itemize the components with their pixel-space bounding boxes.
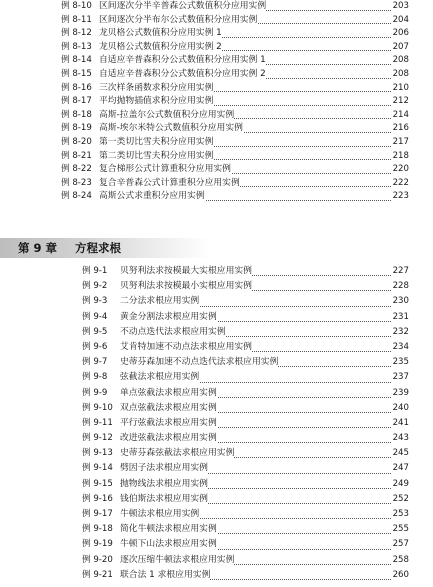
toc-entry[interactable]: [0, 177, 433, 191]
entry-title: 第二类切比雪夫积分应用实例: [99, 150, 213, 164]
entry-number: 例 8-13: [61, 41, 92, 52]
toc-entry[interactable]: [0, 401, 433, 416]
chapter-title: 方程求根: [75, 241, 121, 255]
toc-entry[interactable]: [0, 190, 433, 204]
toc-entry[interactable]: [0, 54, 433, 68]
entry-page: 214: [392, 109, 409, 123]
toc-entry[interactable]: [0, 446, 433, 461]
toc-entry[interactable]: [0, 294, 433, 309]
entry-number: 例 9-1: [82, 266, 108, 276]
toc-entry[interactable]: [0, 150, 433, 164]
entry-page: 241: [392, 416, 409, 431]
entry-page: 217: [392, 136, 409, 150]
toc-entry[interactable]: [0, 264, 433, 279]
entry-number: 例 9-19: [82, 539, 113, 550]
entry-number: 例 8-10: [61, 1, 92, 11]
entry-title: 龙贝格公式数值积分应用实例 1: [99, 27, 222, 41]
toc-entry[interactable]: [0, 370, 433, 385]
toc-entry[interactable]: [0, 136, 433, 150]
entry-number: 例 8-21: [61, 150, 92, 161]
entry-number: 例 8-16: [61, 82, 92, 93]
entry-title: 不动点迭代法求根应用实例: [120, 325, 226, 340]
entry-title: 平均抛物插值求积分应用实例: [99, 95, 213, 109]
entry-page: 257: [392, 537, 409, 552]
entry-page: 227: [392, 264, 409, 279]
entry-title: 贝努利法求按模最小实根应用实例: [120, 279, 252, 294]
toc-entry[interactable]: [0, 340, 433, 355]
entry-page: 260: [392, 568, 409, 583]
entry-title: 自适应辛普森积分公式数值积分应用实例 2: [99, 68, 266, 82]
entry-title: 牛顿下山法求根应用实例: [120, 537, 217, 552]
entry-page: 223: [392, 190, 409, 204]
entry-page: 203: [392, 0, 409, 14]
entry-number: 例 9-14: [82, 463, 113, 474]
entry-title: 史蒂芬森加速不动点迭代法求根应用实例: [120, 355, 278, 370]
toc-entry[interactable]: [0, 386, 433, 401]
toc-entry[interactable]: [0, 68, 433, 82]
entry-title: 龙贝格公式数值积分应用实例 2: [99, 41, 222, 55]
entry-page: 207: [392, 41, 409, 55]
entry-number: 例 8-23: [61, 177, 92, 188]
entry-title: 史蒂芬森弦截法求根应用实例: [120, 446, 234, 461]
entry-title: 复合梯形公式计算重积分应用实例: [99, 163, 231, 177]
toc-entry[interactable]: [0, 14, 433, 28]
entry-title: 双点弦截法求根应用实例: [120, 401, 217, 416]
entry-number: 例 8-15: [61, 68, 92, 79]
entry-number: 例 9-21: [82, 569, 113, 580]
entry-title: 艾肯特加速不动点法求根应用实例: [120, 340, 252, 355]
toc-entry[interactable]: [0, 27, 433, 41]
entry-title: 高斯-埃尔米特公式数值积分应用实例: [99, 122, 243, 136]
toc-entry[interactable]: [0, 109, 433, 123]
toc-entry[interactable]: [0, 163, 433, 177]
entry-number: 例 8-19: [61, 123, 92, 134]
entry-number: 例 9-20: [82, 554, 113, 565]
entry-page: 204: [392, 14, 409, 28]
entry-number: 例 8-24: [61, 191, 92, 202]
entry-page: 237: [392, 370, 409, 385]
entry-page: 253: [392, 507, 409, 522]
entry-title: 联合法 1 求根应用实例: [120, 568, 210, 583]
chapter-heading[interactable]: [0, 238, 433, 258]
toc-entry[interactable]: [0, 568, 433, 583]
entry-title: 二分法求根应用实例: [120, 294, 199, 309]
entry-number: 例 8-22: [61, 164, 92, 175]
toc-entry[interactable]: [0, 461, 433, 476]
entry-page: 247: [392, 461, 409, 476]
entry-page: 255: [392, 522, 409, 537]
toc-entry[interactable]: [0, 431, 433, 446]
entry-title: 三次样条函数求积分应用实例: [99, 82, 213, 96]
toc-entry[interactable]: [0, 492, 433, 507]
entry-title: 区间逐次分半辛普森公式数值积分应用实例: [99, 0, 266, 14]
toc-entry[interactable]: [0, 553, 433, 568]
entry-page: 230: [392, 294, 409, 309]
entry-number: 例 9-15: [82, 478, 113, 489]
entry-title: 单点弦截法求根应用实例: [120, 386, 217, 401]
entry-title: 平行弦截法求根应用实例: [120, 416, 217, 431]
toc-entry[interactable]: [0, 279, 433, 294]
toc-entry[interactable]: [0, 507, 433, 522]
entry-number: 例 9-7: [82, 357, 108, 368]
toc-entry[interactable]: [0, 122, 433, 136]
toc-entry[interactable]: [0, 95, 433, 109]
entry-title: 钱伯斯法求根应用实例: [120, 492, 208, 507]
entry-title: 贝努利法求按模最大实根应用实例: [120, 264, 252, 279]
chapter-number: 第 9 章: [18, 241, 58, 255]
toc-list-chapter-9: [0, 264, 433, 583]
entry-page: 245: [392, 446, 409, 461]
toc-entry[interactable]: [0, 355, 433, 370]
entry-title: 区间逐次分半布尔公式数值积分应用实例: [99, 14, 257, 28]
toc-entry[interactable]: [0, 325, 433, 340]
entry-title: 逐次压缩牛顿法求根应用实例: [120, 553, 234, 568]
entry-number: 例 9-11: [82, 417, 113, 428]
entry-number: 例 9-3: [82, 296, 108, 307]
entry-title: 黄金分割法求根应用实例: [120, 310, 217, 325]
entry-number: 例 9-6: [82, 341, 108, 352]
entry-title: 简化牛顿法求根应用实例: [120, 522, 217, 537]
entry-title: 高斯-拉盖尔公式数值积分应用实例: [99, 109, 234, 123]
toc-entry[interactable]: [0, 0, 433, 14]
entry-number: 例 8-14: [61, 55, 92, 66]
entry-number: 例 9-18: [82, 524, 113, 535]
entry-number: 例 9-10: [82, 402, 113, 413]
entry-page: 216: [392, 122, 409, 136]
toc-entry[interactable]: [0, 416, 433, 431]
entry-number: 例 9-17: [82, 509, 113, 519]
entry-page: 232: [392, 325, 409, 340]
entry-page: 220: [392, 163, 409, 177]
entry-page: 240: [392, 401, 409, 416]
entry-page: 212: [392, 95, 409, 109]
toc-entry[interactable]: [0, 537, 433, 552]
entry-page: 218: [392, 150, 409, 164]
entry-number: 例 9-12: [82, 433, 113, 444]
entry-number: 例 8-11: [61, 14, 92, 25]
entry-number: 例 8-20: [61, 136, 92, 147]
entry-page: 208: [392, 68, 409, 82]
entry-page: 239: [392, 386, 409, 401]
toc-list-chapter-8: [0, 0, 433, 204]
entry-number: 例 9-5: [82, 326, 108, 337]
entry-title: 劈因子法求根应用实例: [120, 461, 208, 476]
entry-page: 228: [392, 279, 409, 294]
entry-title: 自适应辛普森积分公式数值积分应用实例 1: [99, 54, 266, 68]
entry-number: 例 9-9: [82, 387, 108, 398]
entry-page: 235: [392, 355, 409, 370]
entry-page: 249: [392, 477, 409, 492]
entry-title: 复合辛普森公式计算重积分应用实例: [99, 177, 240, 191]
toc-entry[interactable]: [0, 41, 433, 55]
toc-entry[interactable]: [0, 310, 433, 325]
entry-page: 206: [392, 27, 409, 41]
entry-number: 例 9-8: [82, 372, 108, 383]
entry-title: 改进弦截法求根应用实例: [120, 431, 217, 446]
entry-page: 222: [392, 177, 409, 191]
toc-entry[interactable]: [0, 522, 433, 537]
entry-page: 231: [392, 310, 409, 325]
entry-title: 高斯公式求重积分应用实例: [99, 190, 205, 204]
toc-entry[interactable]: [0, 82, 433, 96]
entry-title: 第一类切比雪夫积分应用实例: [99, 136, 213, 150]
entry-page: 252: [392, 492, 409, 507]
entry-page: 258: [392, 553, 409, 568]
entry-number: 例 8-12: [61, 28, 92, 39]
entry-page: 208: [392, 54, 409, 68]
toc-entry[interactable]: [0, 477, 433, 492]
entry-title: 牛顿法求根应用实例: [120, 507, 199, 522]
entry-number: 例 9-16: [82, 493, 113, 504]
entry-page: 234: [392, 340, 409, 355]
entry-page: 210: [392, 82, 409, 96]
entry-title: 抛物线法求根应用实例: [120, 477, 208, 492]
entry-number: 例 9-2: [82, 281, 108, 292]
entry-number: 例 9-13: [82, 448, 113, 459]
entry-number: 例 9-4: [82, 311, 108, 322]
entry-number: 例 8-17: [61, 96, 92, 107]
entry-number: 例 8-18: [61, 109, 92, 120]
entry-page: 243: [392, 431, 409, 446]
entry-title: 弦截法求根应用实例: [120, 370, 199, 385]
